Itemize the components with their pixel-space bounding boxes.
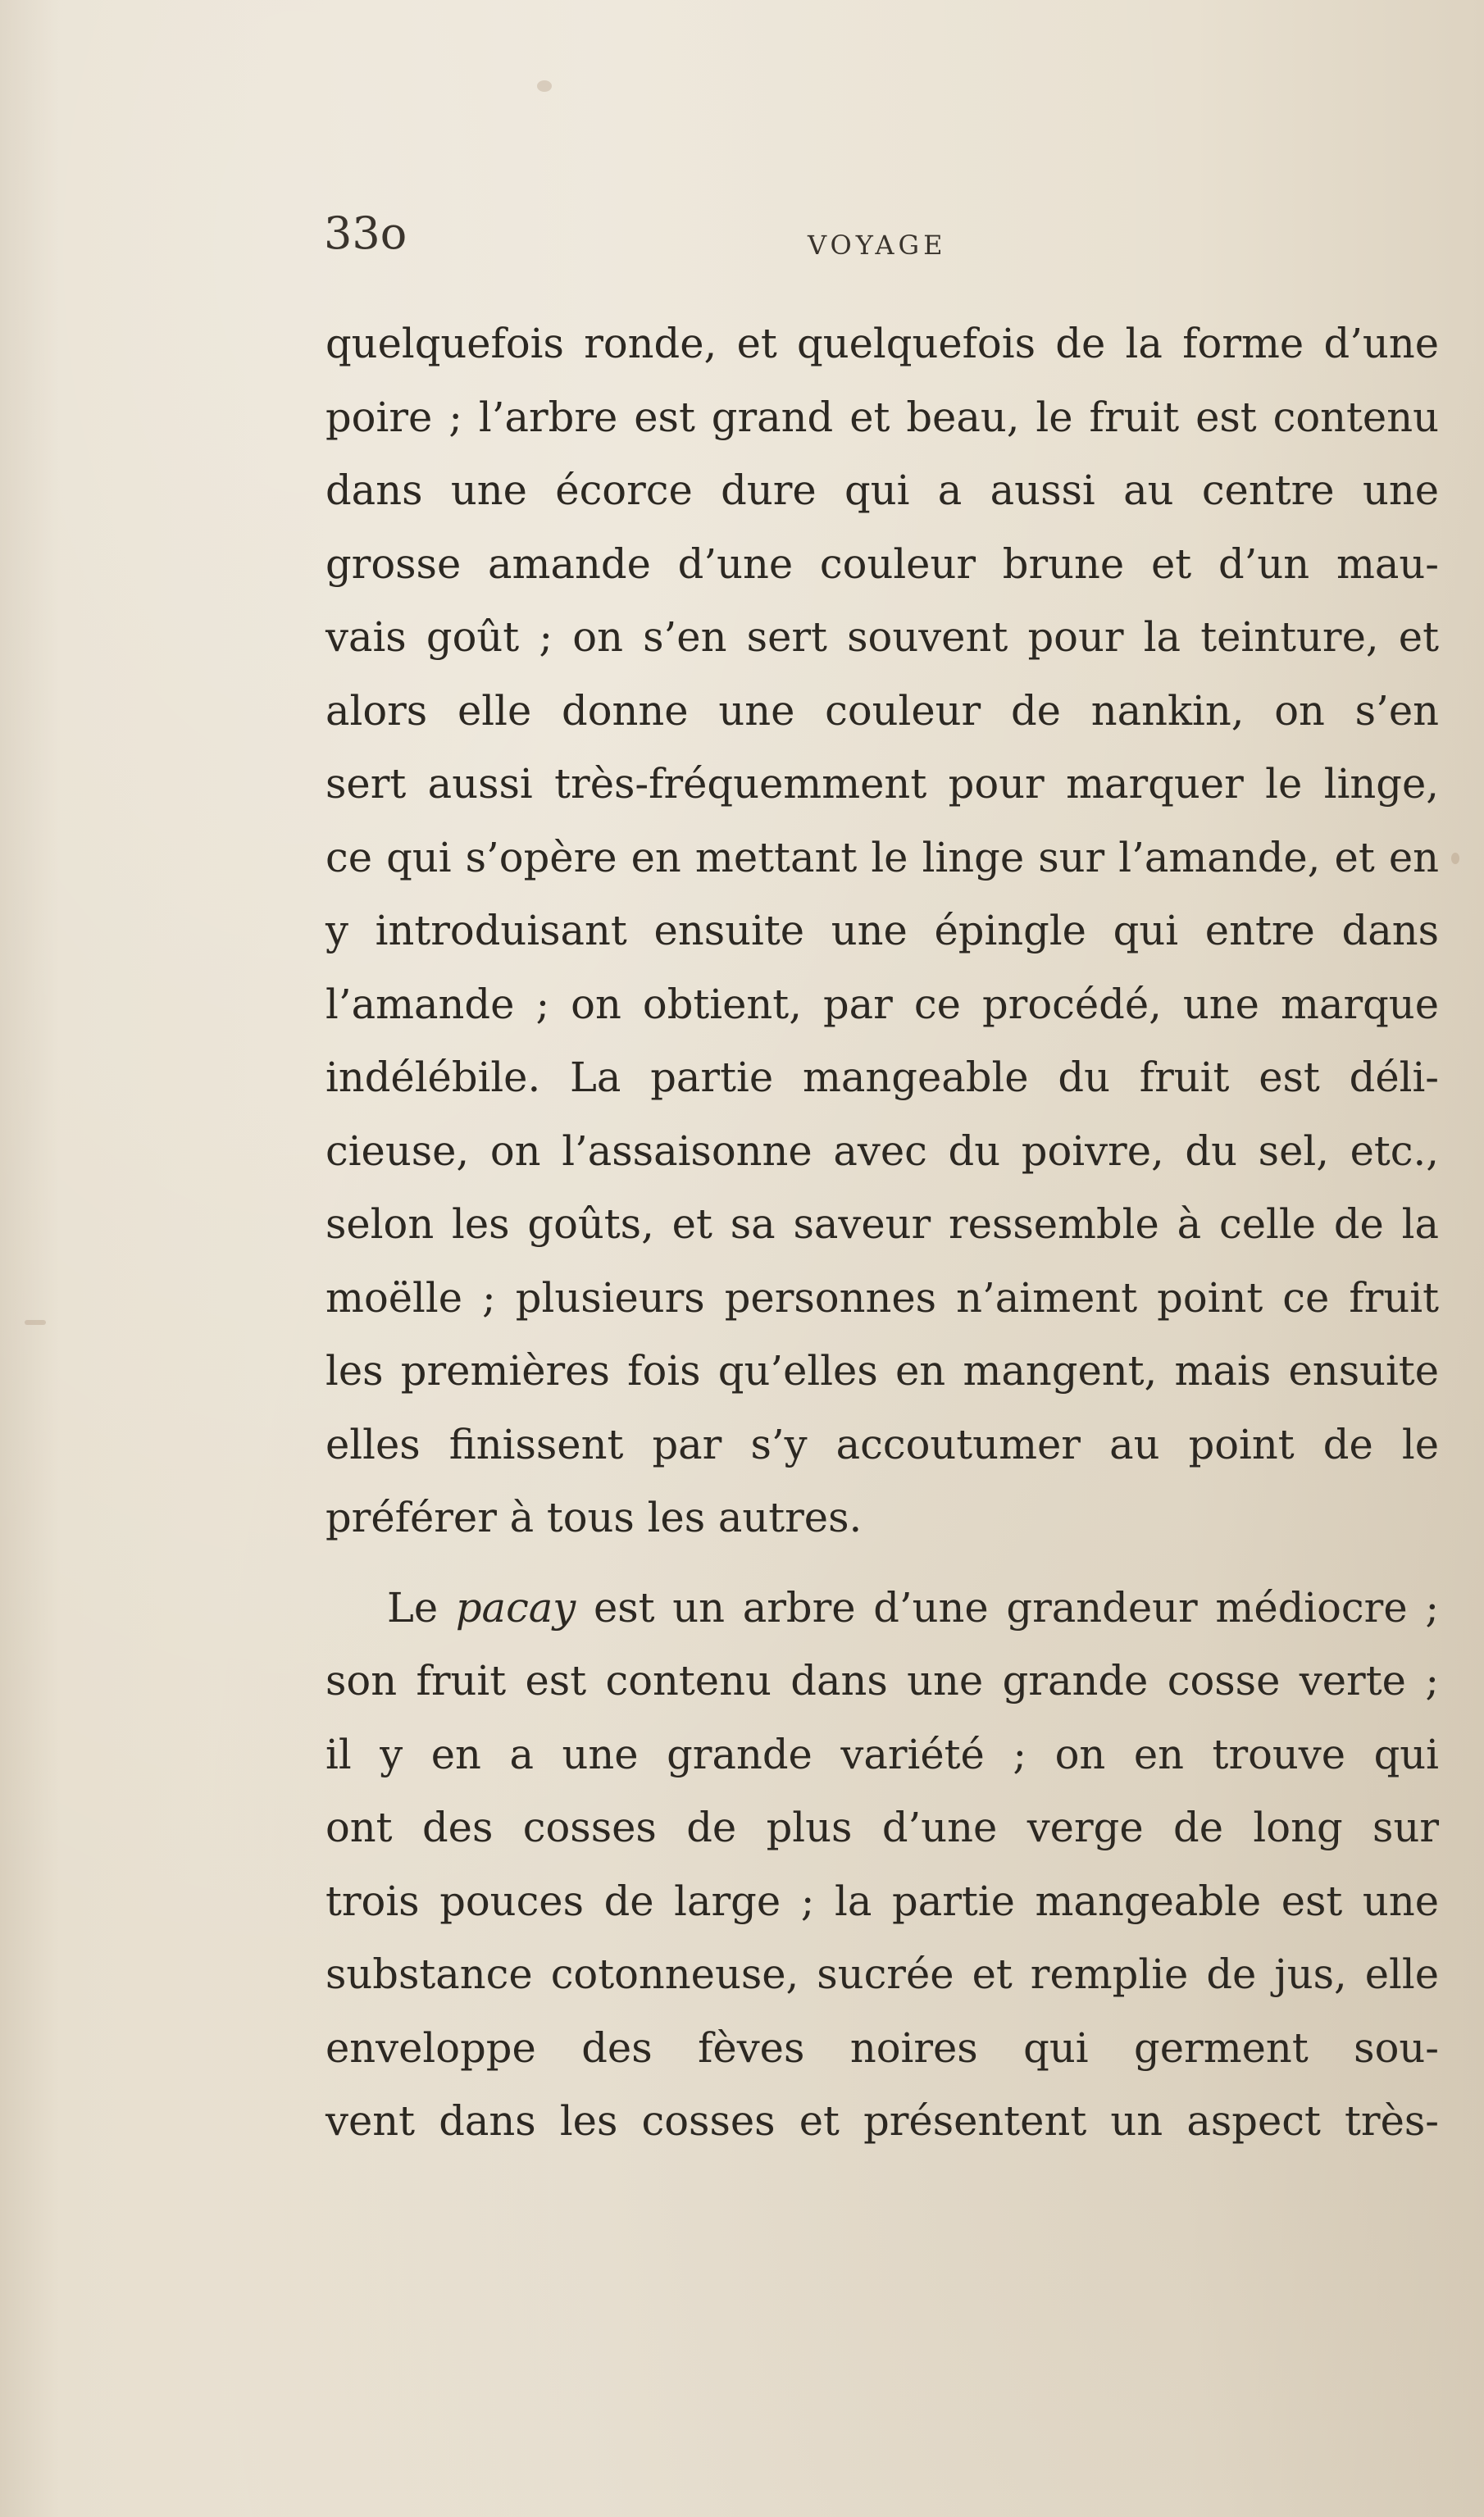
text-line: substance cotonneuse, sucrée et remplie de jus, elle	[325, 1950, 1439, 1998]
text-line: indélébile. La partie mangeable du fruit est déli-	[325, 1054, 1439, 1101]
text-line: moëlle ; plusieurs personnes n’aiment point ce fruit	[325, 1273, 1439, 1322]
text-line: l’amande ; on obtient, par ce procédé, une marque	[325, 980, 1439, 1028]
body-text	[325, 307, 1439, 2159]
text-run: est un arbre d’une grandeur médiocre ;	[576, 1583, 1439, 1632]
page-number: 33o	[324, 207, 407, 259]
text-line: vent dans les cosses et présentent un aspect très-	[325, 2097, 1439, 2145]
page-header	[324, 209, 1431, 275]
text-line: alors elle donne une couleur de nankin, on s’en	[325, 686, 1439, 735]
paragraph-gap	[325, 1555, 1439, 1572]
paper-spot	[537, 80, 552, 92]
text-line: cieuse, on l’assaisonne avec du poivre, du sel, etc.,	[325, 1127, 1439, 1175]
text-line: y introduisant ensuite une épingle qui entre dans	[325, 907, 1439, 954]
text-line: ce qui s’opère en mettant le linge sur l’amande, et en	[325, 833, 1439, 881]
text-line: il y en a une grande variété ; on en trouve qui	[325, 1730, 1439, 1778]
text-line: ont des cosses de plus d’une verge de long sur	[325, 1804, 1439, 1851]
text-line: les premières fois qu’elles en mangent, mais ensuite	[325, 1347, 1439, 1395]
running-head: VOYAGE	[808, 230, 947, 261]
text-line: elles finissent par s’y accoutumer au point de le	[325, 1420, 1439, 1468]
text-line: enveloppe des fèves noires qui germent sou-	[325, 2023, 1439, 2072]
text-line: quelquefois ronde, et quelquefois de la forme d’une	[325, 320, 1439, 367]
text-line: sert aussi très-fréquemment pour marquer le linge,	[325, 760, 1439, 808]
text-line: dans une écorce dure qui a aussi au centre une	[325, 467, 1439, 514]
text-line: trois pouces de large ; la partie mangeable est une	[325, 1877, 1439, 1925]
text-line: son fruit est contenu dans une grande cosse verte ;	[325, 1657, 1439, 1705]
paragraph-first-line	[325, 1572, 1439, 1645]
text-line: préférer à tous les autres.	[325, 1494, 863, 1541]
text-line: poire ; l’arbre est grand et beau, le fruit est contenu	[325, 393, 1439, 441]
text-run: Le	[387, 1583, 456, 1632]
italic-term: pacay	[455, 1583, 576, 1632]
paper-spot	[1451, 853, 1459, 864]
paper-spot	[25, 1320, 46, 1325]
text-line: grosse amande d’une couleur brune et d’un mau-	[325, 539, 1439, 588]
text-line: vais goût ; on s’en sert souvent pour la teinture, et	[325, 613, 1439, 661]
text-line: selon les goûts, et sa saveur ressemble à celle de la	[325, 1200, 1439, 1248]
